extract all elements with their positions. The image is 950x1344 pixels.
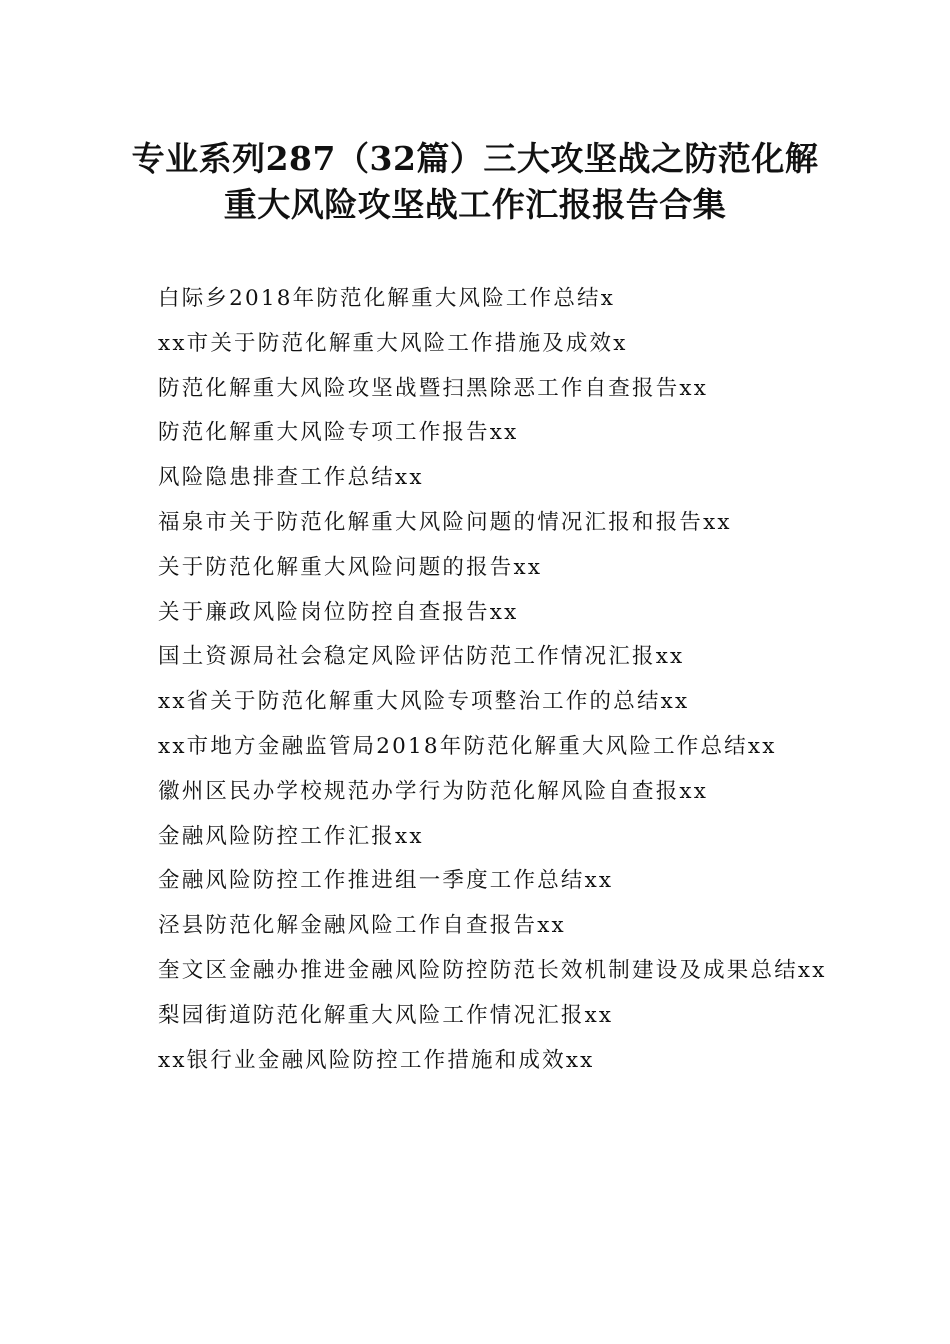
title-line-2: 重大风险攻坚战工作汇报报告合集 xyxy=(223,185,727,224)
list-item: 关于防范化解重大风险问题的报告xx xyxy=(158,554,543,580)
list-item: 徽州区民办学校规范办学行为防范化解风险自查报xx xyxy=(158,778,709,804)
list-item: xx市地方金融监管局2018年防范化解重大风险工作总结xx xyxy=(158,733,777,759)
list-item: 奎文区金融办推进金融风险防控防范长效机制建设及成果总结xx xyxy=(158,957,827,983)
list-item: xx省关于防范化解重大风险专项整治工作的总结xx xyxy=(158,689,690,715)
entry-list xyxy=(118,277,830,1083)
list-item: 泾县防范化解金融风险工作自查报告xx xyxy=(158,913,566,939)
list-item: 金融风险防控工作推进组一季度工作总结xx xyxy=(158,868,614,894)
list-item: 金融风险防控工作汇报xx xyxy=(158,823,424,849)
list-item: 国土资源局社会稳定风险评估防范工作情况汇报xx xyxy=(158,644,685,670)
list-item: 防范化解重大风险专项工作报告xx xyxy=(158,420,519,446)
list-item: xx市关于防范化解重大风险工作措施及成效x xyxy=(158,330,628,356)
list-item: xx银行业金融风险防控工作措施和成效xx xyxy=(158,1047,595,1073)
title-line-1: 专业系列287（32篇）三大攻坚战之防范化解 xyxy=(131,139,819,178)
document-title xyxy=(110,136,840,228)
list-item: 防范化解重大风险攻坚战暨扫黑除恶工作自查报告xx xyxy=(158,375,709,401)
list-item: 白际乡2018年防范化解重大风险工作总结x xyxy=(158,286,616,311)
list-item: 风险隐患排查工作总结xx xyxy=(158,465,424,491)
list-item: 福泉市关于防范化解重大风险问题的情况汇报和报告xx xyxy=(158,509,732,535)
list-item: 梨园街道防范化解重大风险工作情况汇报xx xyxy=(158,1002,614,1028)
list-item: 关于廉政风险岗位防控自查报告xx xyxy=(158,599,519,625)
